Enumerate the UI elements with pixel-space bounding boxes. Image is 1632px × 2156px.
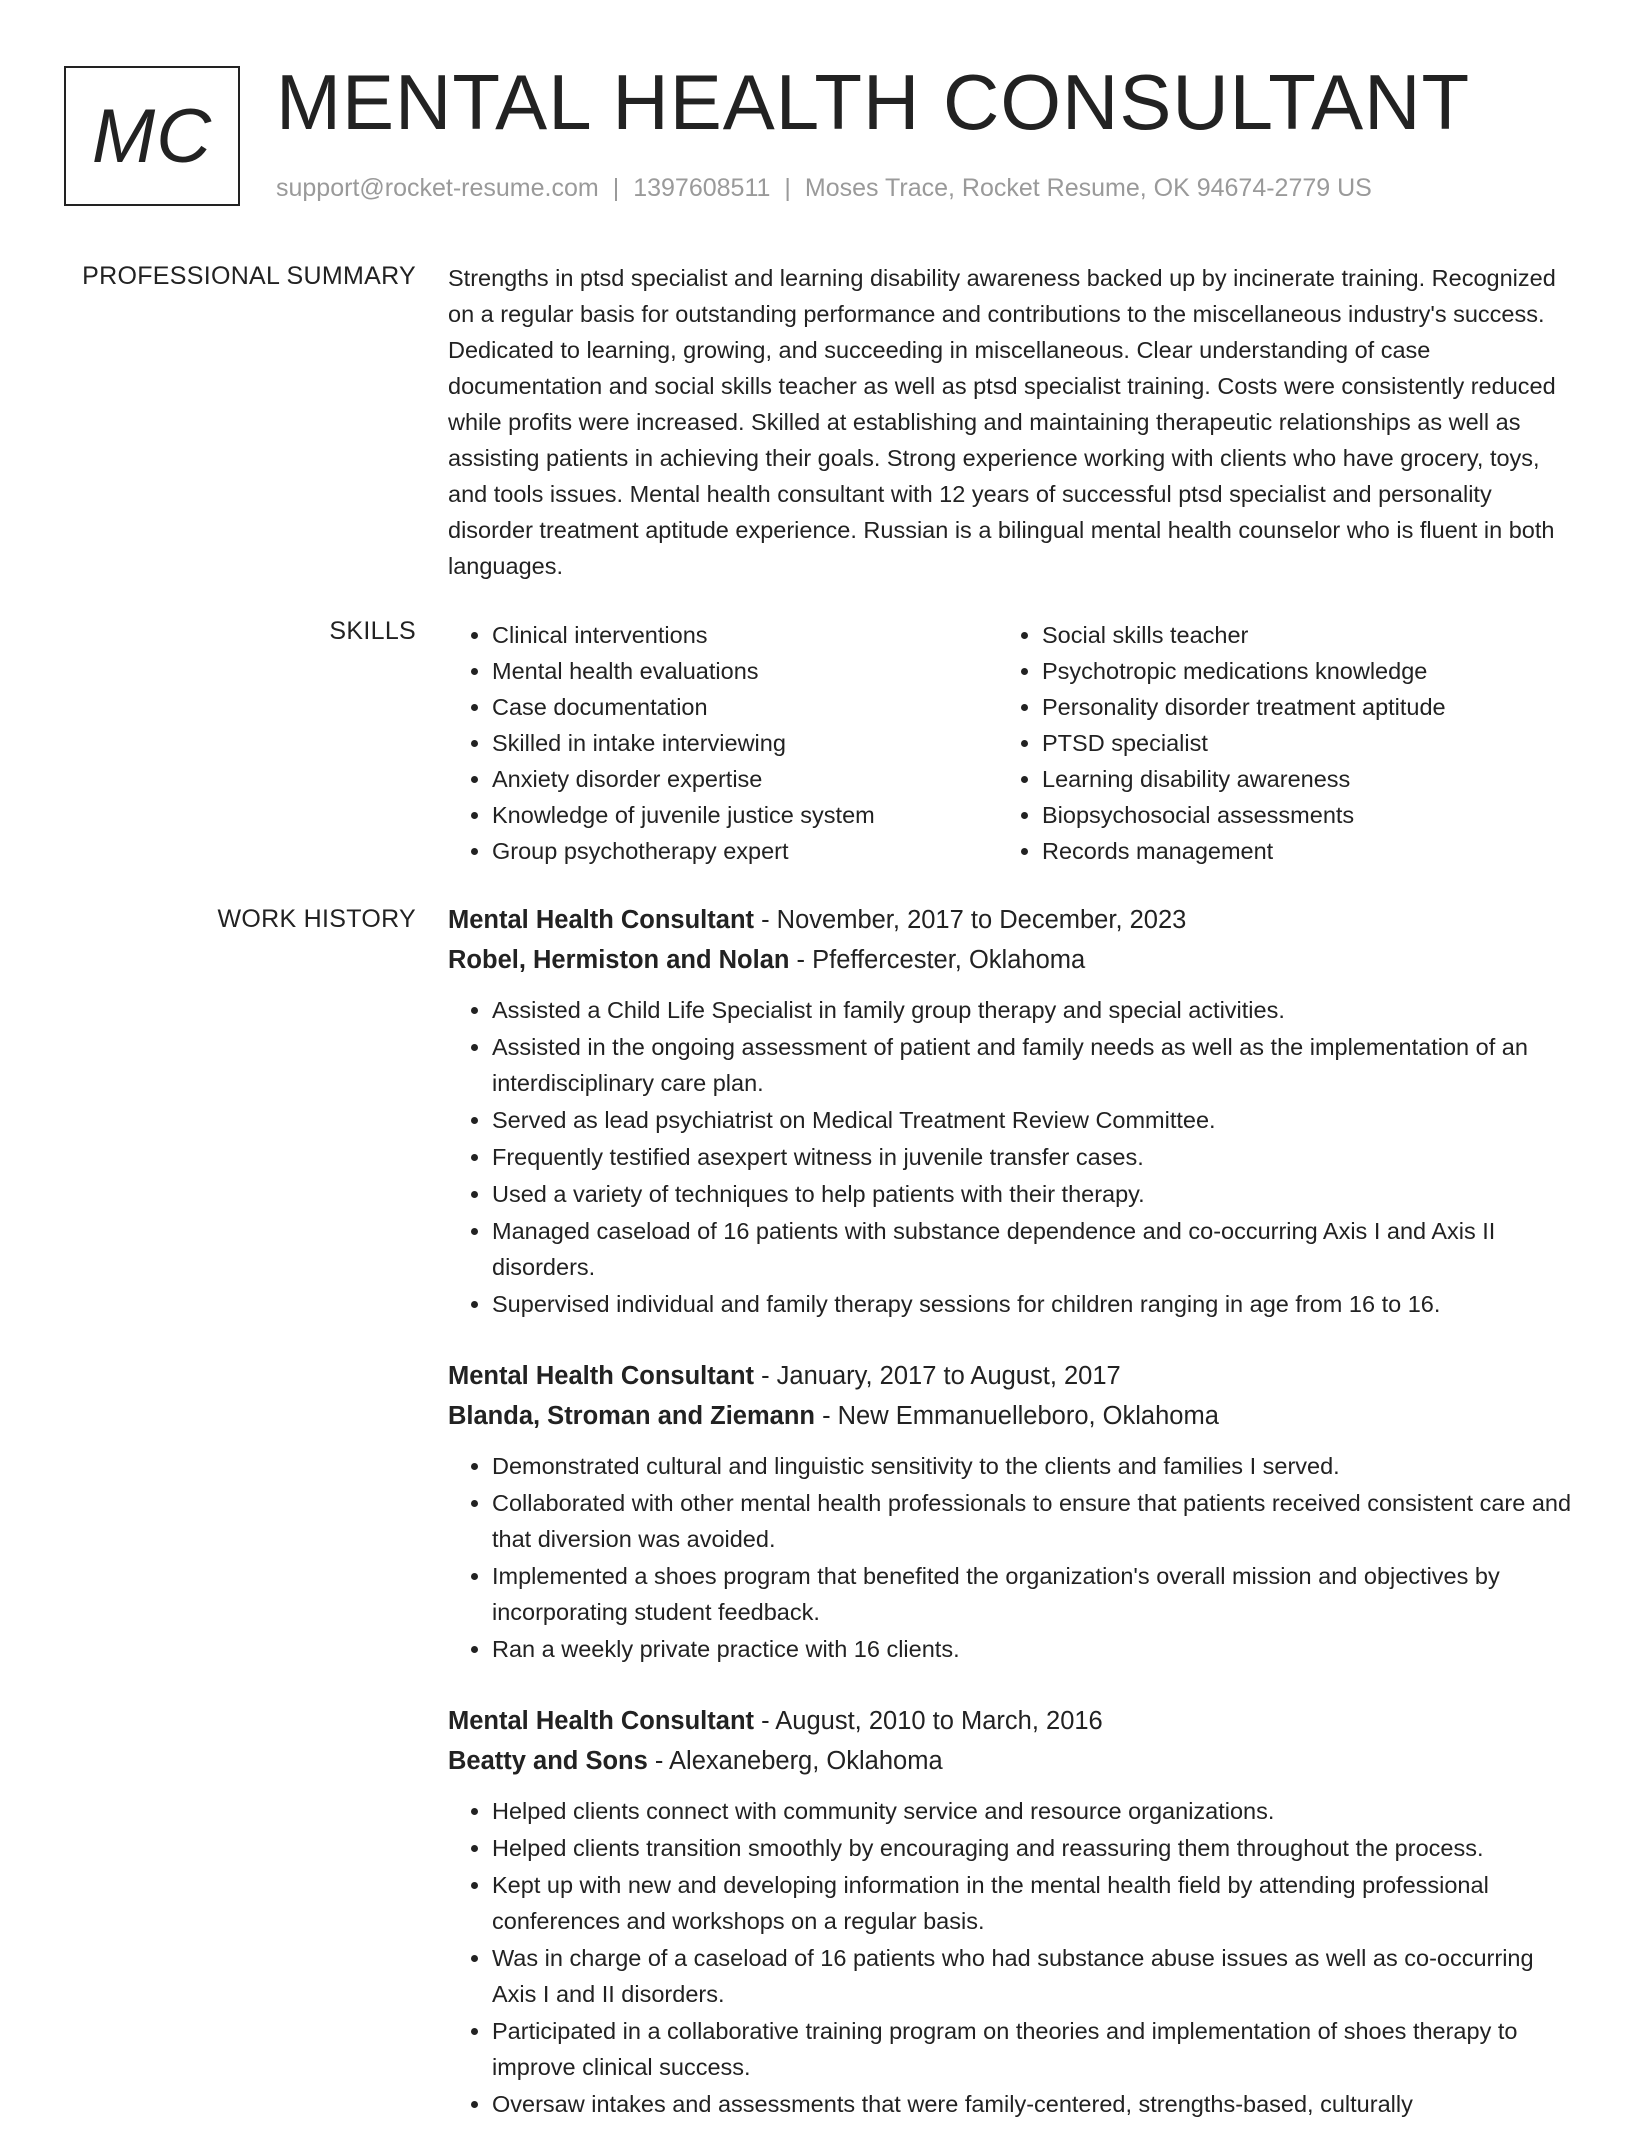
job-company-line [448,1741,1572,1781]
job-company: Robel, Hermiston and Nolan [448,946,790,974]
skills-column-left [448,617,998,869]
skill-item: • Anxiety disorder expertise [492,761,998,797]
job-bullet: • Ran a weekly private practice with 16 clients. [492,1631,1572,1667]
monogram-initials: MC [91,93,213,179]
contact-phone[interactable]: 1397608511 [633,174,771,202]
job-location: - Alexaneberg, Oklahoma [647,1747,943,1775]
skill-item: • Personality disorder treatment aptitude [1042,689,1548,725]
contact-separator: | [612,174,620,202]
skill-item: • Social skills teacher [1042,617,1548,653]
job-bullets [448,1793,1572,2122]
job-dates: - November, 2017 to December, 2023 [754,906,1187,934]
skill-item: • Learning disability awareness [1042,761,1548,797]
monogram-logo [64,66,240,206]
job-title: Mental Health Consultant [448,1362,755,1390]
job-entry [448,1356,1572,1667]
contact-line [276,174,1372,203]
job-bullet: • Assisted in the ongoing assessment of patient and family needs as well as the implementation of an interdisciplinary care plan. [492,1029,1572,1101]
skills-list-right [998,617,1548,869]
summary-body [448,260,1572,584]
contact-separator: | [784,174,791,202]
job-bullet: • Kept up with new and developing information in the mental health field by attending professional conferences and workshops on a regular basis. [492,1867,1572,1939]
job-title-line [448,1701,1572,1741]
job-company-line [448,940,1572,980]
job-title-line [448,1356,1572,1396]
job-bullet: • Oversaw intakes and assessments that were family-centered, strengths-based, culturally [492,2086,1572,2122]
skill-item: • PTSD specialist [1042,725,1548,761]
work-history-body [448,900,1572,2156]
job-bullet: • Managed caseload of 16 patients with substance dependence and co-occurring Axis I and Axis II disorders. [492,1213,1572,1285]
skills-grid [448,617,1572,869]
resume-title: MENTAL HEALTH CONSULTANT [276,58,1471,146]
skills-column-right [998,617,1548,869]
skill-item: • Skilled in intake interviewing [492,725,998,761]
job-entry [448,1701,1572,2122]
summary-text: Strengths in ptsd specialist and learning disability awareness backed up by incinerate training. Recognized on a regular basis for outstanding performance and contributions to the miscellaneous industry's success. Dedicated to learning, growing, and succeeding in miscellaneous. Clear understanding of case documentation and social skills teacher as well as ptsd specialist training. Costs were consistently reduced while profits were increased. Skilled at establishing and maintaining therapeutic relationships as well as assisting patients in achieving their goals. Strong experience working with clients who have grocery, toys, and tools issues. Mental health consultant with 12 years of successful ptsd specialist and personality disorder treatment aptitude experience. Russian is a bilingual mental health counselor who is fluent in both languages. [448,265,1556,579]
skills-list-left [448,617,998,869]
skill-item: • Psychotropic medications knowledge [1042,653,1548,689]
job-bullet: • Served as lead psychiatrist on Medical Treatment Review Committee. [492,1102,1572,1138]
work-history-label: WORK HISTORY [217,905,416,933]
job-entry [448,900,1572,1322]
job-bullet: • Supervised individual and family therapy sessions for children ranging in age from 16 to 16. [492,1286,1572,1322]
job-location: - New Emmanuelleboro, Oklahoma [814,1402,1219,1430]
summary-label: PROFESSIONAL SUMMARY [82,262,416,290]
job-bullets [448,992,1572,1322]
job-company-line [448,1396,1572,1436]
job-bullets [448,1448,1572,1667]
job-company: Blanda, Stroman and Ziemann [448,1402,815,1430]
job-company: Beatty and Sons [448,1747,648,1775]
skill-item: • Knowledge of juvenile justice system [492,797,998,833]
job-dates: - January, 2017 to August, 2017 [754,1362,1121,1390]
skill-item: • Group psychotherapy expert [492,833,998,869]
job-title-line [448,900,1572,940]
job-bullet: • Participated in a collaborative training program on theories and implementation of shoes therapy to improve clinical success. [492,2013,1572,2085]
job-bullet: • Collaborated with other mental health professionals to ensure that patients received consistent care and that diversion was avoided. [492,1485,1572,1557]
job-bullet: • Demonstrated cultural and linguistic sensitivity to the clients and families I served. [492,1448,1572,1484]
skill-item: • Clinical interventions [492,617,998,653]
job-bullet: • Was in charge of a caseload of 16 patients who had substance abuse issues as well as co-occurring Axis I and II disorders. [492,1940,1572,2012]
skill-item: • Mental health evaluations [492,653,998,689]
contact-email[interactable]: support@rocket-resume.com [276,174,599,202]
skill-item: • Biopsychosocial assessments [1042,797,1548,833]
job-bullet: • Assisted a Child Life Specialist in family group therapy and special activities. [492,992,1572,1028]
skill-item: • Case documentation [492,689,998,725]
job-bullet: • Implemented a shoes program that benefited the organization's overall mission and objectives by incorporating student feedback. [492,1558,1572,1630]
skill-item: • Records management [1042,833,1548,869]
job-bullet: • Helped clients connect with community service and resource organizations. [492,1793,1572,1829]
job-title: Mental Health Consultant [448,906,755,934]
job-title: Mental Health Consultant [448,1707,755,1735]
contact-address: Moses Trace, Rocket Resume, OK 94674-2779 US [804,174,1372,202]
job-bullet: • Helped clients transition smoothly by encouraging and reassuring them throughout the process. [492,1830,1572,1866]
job-bullet: • Used a variety of techniques to help patients with their therapy. [492,1176,1572,1212]
job-location: - Pfeffercester, Oklahoma [789,946,1086,974]
job-dates: - August, 2010 to March, 2016 [754,1707,1103,1735]
job-bullet: • Frequently testified asexpert witness in juvenile transfer cases. [492,1139,1572,1175]
skills-label: SKILLS [329,617,416,645]
